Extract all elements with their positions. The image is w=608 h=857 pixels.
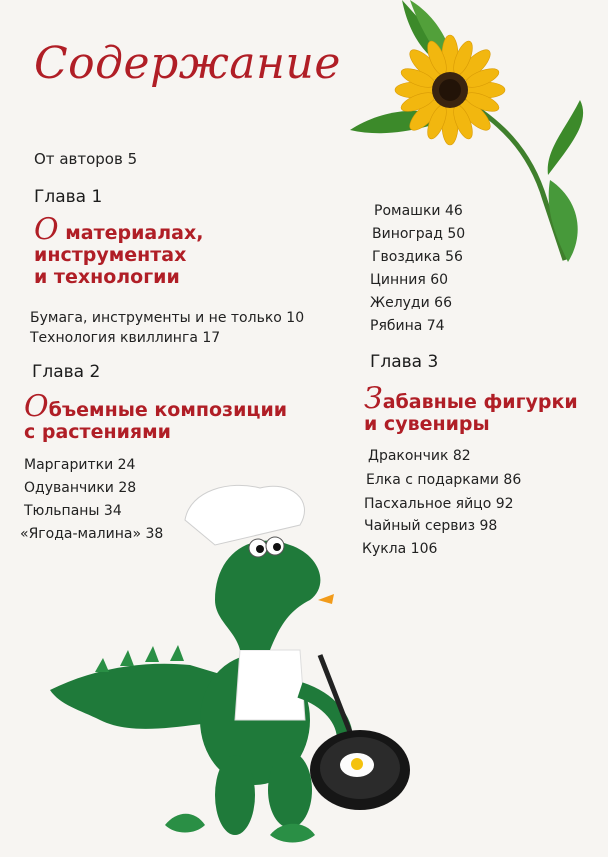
toc-entry: Пасхальное яйцо 92 [364, 496, 514, 512]
chapter-2-label: Глава 2 [32, 362, 101, 382]
toc-entry: Маргаритки 24 [24, 457, 136, 473]
chapter-2-title-initial: О [24, 389, 49, 424]
toc-entry: Кукла 106 [362, 541, 438, 557]
toc-entry: Рябина 74 [370, 318, 445, 334]
toc-entry: Чайный сервиз 98 [364, 518, 498, 534]
toc-entry: Цинния 60 [370, 272, 449, 288]
chapter-3-title: Забавные фигурки и сувениры [364, 381, 578, 435]
chapter-3-title-initial: З [364, 381, 383, 416]
toc-entry: Тюльпаны 34 [24, 503, 122, 519]
toc-entry: Дракончик 82 [368, 448, 471, 464]
page-title: Содержание [34, 38, 341, 89]
chapter-1-label: Глава 1 [34, 187, 103, 207]
toc-entry: Одуванчики 28 [24, 480, 137, 496]
chapter-1-title: О материалах, инструментах и технологии [34, 212, 204, 288]
chapter-2-title: Объемные композиции с растениями [24, 389, 288, 443]
toc-entry: Бумага, инструменты и не только 10 [30, 310, 305, 326]
toc-entry: Виноград 50 [372, 226, 466, 242]
chapter-1-title-initial: О [34, 212, 59, 247]
chapter-3-label: Глава 3 [370, 352, 439, 372]
toc-entry: Елка с подарками 86 [366, 472, 522, 488]
toc-entry: Ромашки 46 [374, 203, 463, 219]
toc-entry: «Ягода-малина» 38 [20, 526, 164, 542]
toc-entry: Желуди 66 [370, 295, 452, 311]
toc-entry: Гвоздика 56 [372, 249, 463, 265]
toc-entry: Технология квиллинга 17 [30, 330, 221, 346]
intro-entry: От авторов 5 [34, 150, 138, 168]
